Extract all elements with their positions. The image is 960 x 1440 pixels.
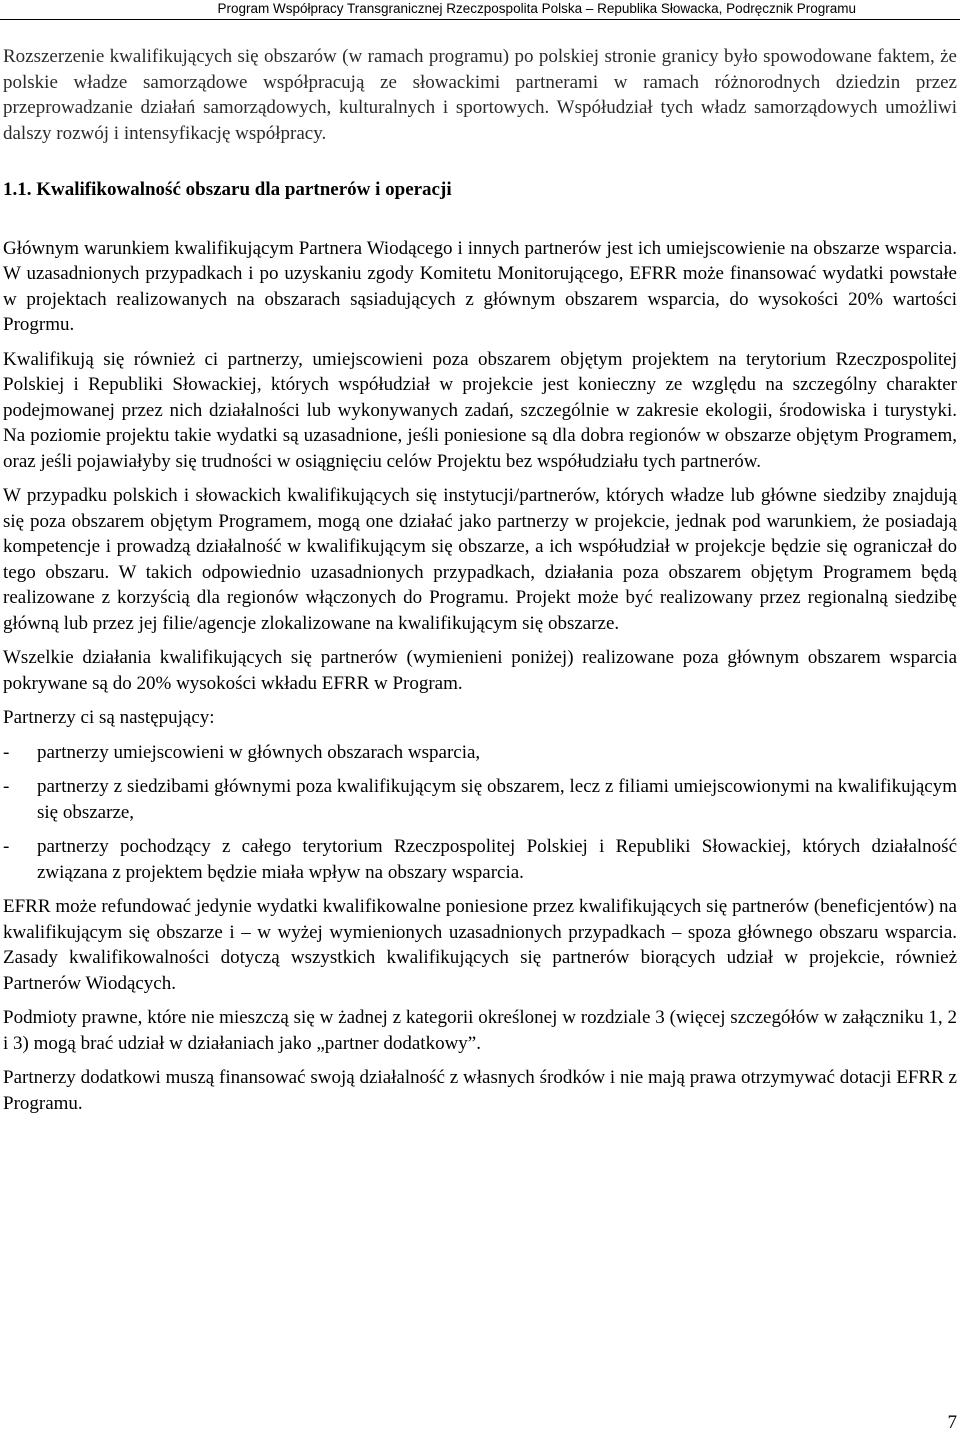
body-paragraph-2: Kwalifikują się również ci partnerzy, umiejscowieni poza obszarem objętym projektem na terytorium Rzeczpospolitej Polskiej i Republiki Słowackiej, których współudział w projekcie jest konieczny ze względu na szczególny charakter podejmowanej przez nich działalności lub wykonywanych zadań, szczególnie w zakresie ekologii, środowiska i turystyki. Na poziomie projektu takie wydatki są uzasadnione, jeśli poniesione są dla dobra regionów w obszarze objętym Programem, oraz jeśli pojawiałyby się trudności w osiągnięciu celów Projektu bez współudziału tych partnerów. [3, 348, 957, 472]
list-dash: - [3, 836, 10, 857]
list-dash: - [3, 776, 10, 797]
closing-paragraph-3: Partnerzy dodatkowi muszą finansować swoją działalność z własnych środków i nie mają prawa otrzymywać dotacji EFRR z Programu. [3, 1067, 957, 1114]
list-item-text: partnerzy z siedzibami głównymi poza kwalifikującym się obszarem, lecz z filiami umiejscowionymi na kwalifikującym się obszarze, [37, 776, 957, 823]
list-item-text: partnerzy pochodzący z całego terytorium Rzeczpospolitej Polskiej i Republiki Słowackiej, których działalność związana z projektem będzie miała wpływ na obszary wsparcia. [37, 836, 957, 883]
body-paragraph-1: Głównym warunkiem kwalifikującym Partnera Wiodącego i innych partnerów jest ich umiejscowienie na obszarze wsparcia. W uzasadnionych przypadkach i po uzyskaniu zgody Komitetu Monitorującego, EFRR może finansować wydatki powstałe w projektach realizowanych na obszarach sąsiadujących z głównym obszarem wsparcia, do wysokości 20% wartości Progrmu. [3, 237, 957, 335]
closing-paragraph-2: Podmioty prawne, które nie mieszczą się w żadnej z kategorii określonej w rozdziale 3 (więcej szczegółów w załączniku 1, 2 i 3) mogą brać udział w działaniach jako „partner dodatkowy”. [3, 1007, 957, 1054]
running-header: Program Współpracy Transgranicznej Rzeczpospolita Polska – Republika Słowacka, Podręcznik Programu [217, 1, 856, 16]
closing-paragraph-1: EFRR może refundować jedynie wydatki kwalifikowalne poniesione przez kwalifikujących się partnerów (beneficjentów) na kwalifikującym się obszarze i – w wyżej wymienionych uzasadnionych przypadkach – spoza głównego obszaru wsparcia. Zasady kwalifikowalności dotyczą wszystkich kwalifikujących się partnerów biorących udział w projekcie, również Partnerów Wiodących. [3, 896, 957, 994]
document-body [3, 44, 957, 1125]
body-paragraph-4: Wszelkie działania kwalifikujących się partnerów (wymienieni poniżej) realizowane poza głównym obszarem wsparcia pokrywane są do 20% wysokości wkładu EFRR w Program. [3, 647, 957, 694]
page-number: 7 [947, 1412, 957, 1433]
body-paragraph-3: W przypadku polskich i słowackich kwalifikujących się instytucji/partnerów, których władze lub główne siedziby znajdują się poza obszarem objętym Programem, mogą one działać jako partnerzy w projekcie, jednak pod warunkiem, że posiadają kompetencje i prowadzą działalność w kwalifikującym się obszarze, a ich współudział w projekcje będzie się ograniczał do tego obszaru. W takich odpowiednio uzasadnionych przypadkach, działania poza obszarem objętym Programem będą realizowane z korzyścią dla regionów włączonych do Programu. Projekt może być realizowany przez regionalną siedzibę główną lub przez jej filie/agencje zlokalizowane na kwalifikującym się obszarze. [3, 485, 957, 634]
list-item-text: partnerzy umiejscowieni w głównych obszarach wsparcia, [37, 741, 481, 763]
list-item [3, 740, 957, 766]
list-dash: - [3, 741, 10, 763]
section-heading: 1.1. Kwalifikowalność obszaru dla partnerów i operacji [3, 179, 452, 200]
intro-paragraph: Rozszerzenie kwalifikujących się obszarów (w ramach programu) po polskiej stronie granicy było spowodowane faktem, że polskie władze samorządowe współpracują ze słowackimi partnerami w ramach różnorodnych dziedzin przez przeprowadzanie działań samorządowych, kulturalnych i sportowych. Współudział tych władz samorządowych umożliwi dalszy rozwój i intensyfikację współpracy. [3, 46, 957, 144]
header-divider [0, 19, 960, 20]
list-item [3, 834, 957, 885]
list-item [3, 774, 957, 825]
list-intro: Partnerzy ci są następujący: [3, 707, 215, 728]
